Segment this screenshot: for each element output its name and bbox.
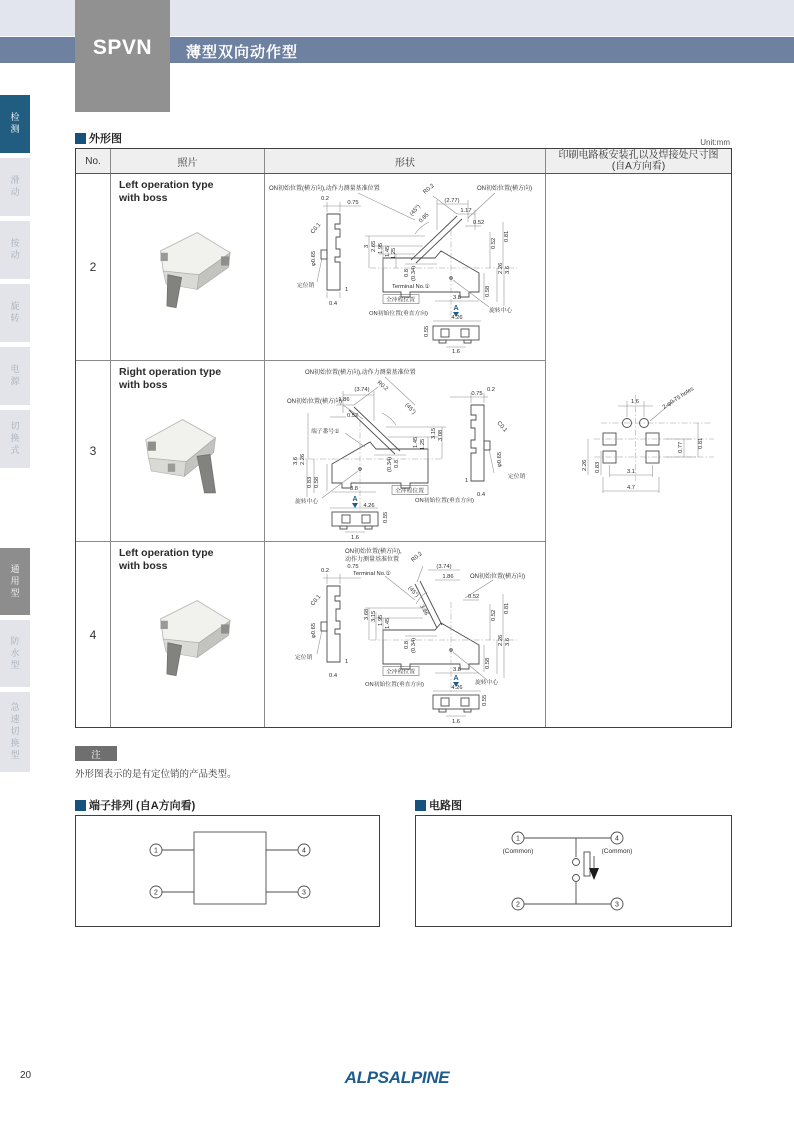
svg-text:1.6: 1.6 [630, 398, 640, 405]
svg-text:3.08: 3.08 [438, 429, 444, 441]
svg-text:Terminal No.①: Terminal No.① [353, 571, 391, 577]
svg-text:0.58: 0.58 [485, 285, 491, 297]
circuit-diagram-box [415, 815, 732, 927]
svg-text:3.68: 3.68 [364, 608, 370, 620]
svg-text:1.6: 1.6 [451, 719, 461, 725]
svg-text:2.26: 2.26 [582, 459, 588, 471]
svg-text:0.55: 0.55 [424, 325, 430, 337]
svg-text:0.4: 0.4 [329, 673, 338, 679]
svg-text:1.6: 1.6 [350, 535, 360, 541]
section-marker [75, 133, 86, 144]
svg-text:4.26: 4.26 [363, 503, 375, 509]
row-photo-cell [111, 542, 265, 727]
svg-text:1.25: 1.25 [420, 438, 426, 450]
svg-text:(Common): (Common) [601, 848, 633, 855]
svg-text:ON初始位置(横方向): ON初始位置(横方向) [287, 399, 342, 405]
svg-text:0.85: 0.85 [418, 212, 431, 225]
sidebar-tab-jisuqiehuanxing[interactable]: 急速切换型 [0, 692, 30, 772]
note-text: 外形图表示的是有定位销的产品类型。 [75, 769, 237, 780]
svg-text:A: A [453, 305, 459, 312]
svg-text:C0.1: C0.1 [495, 420, 508, 434]
alps-alpine-logo: ALPSALPINE [344, 1068, 450, 1087]
svg-text:0.55: 0.55 [482, 694, 488, 706]
svg-text:3.1: 3.1 [626, 468, 636, 475]
svg-text:1.86: 1.86 [338, 397, 350, 403]
sidebar-tab-dianyuan[interactable]: 电源 [0, 347, 30, 405]
row-shape-cell [265, 542, 546, 727]
svg-text:C0.1: C0.1 [309, 594, 323, 608]
svg-text:ON初始位置(横方向): ON初始位置(横方向) [470, 574, 525, 580]
svg-text:0.52: 0.52 [347, 413, 359, 419]
svg-text:(45°): (45°) [406, 585, 420, 599]
row-shape-cell [265, 174, 546, 360]
sidebar-tab-huadong[interactable]: 滑动 [0, 158, 30, 216]
svg-text:0.8: 0.8 [394, 459, 400, 468]
svg-text:3.8: 3.8 [452, 667, 462, 673]
svg-text:0.75: 0.75 [471, 391, 483, 397]
product-code: SPVN [92, 36, 153, 59]
svg-text:端子番号①: 端子番号① [311, 429, 340, 435]
svg-text:A: A [453, 675, 459, 682]
sidebar-tab-tongyongxing[interactable]: 通用型 [0, 548, 30, 615]
svg-text:3: 3 [364, 244, 370, 248]
svg-text:定位销: 定位销 [295, 655, 313, 661]
table-header-row [76, 149, 731, 174]
svg-text:4: 4 [302, 847, 306, 855]
note-badge: 注 [75, 746, 117, 761]
svg-text:2: 2 [516, 901, 520, 909]
svg-text:定位销: 定位销 [508, 474, 526, 480]
svg-text:1.17: 1.17 [460, 208, 472, 214]
svg-text:0.81: 0.81 [698, 437, 704, 449]
svg-text:3.8: 3.8 [452, 295, 462, 301]
svg-text:1.86: 1.86 [442, 574, 454, 580]
svg-text:ON初始位置(横方向),动作力测量基准位置: ON初始位置(横方向),动作力测量基准位置 [305, 370, 416, 376]
sidebar-category-tabs [0, 95, 30, 473]
switch-photo-right-boss [133, 401, 243, 506]
svg-text:3.8: 3.8 [349, 486, 359, 492]
svg-text:R0.2: R0.2 [422, 183, 436, 196]
svg-text:旋转中心: 旋转中心 [295, 499, 319, 505]
product-code-box [75, 0, 170, 112]
svg-text:2.26: 2.26 [498, 634, 504, 646]
svg-text:R0.2: R0.2 [375, 379, 389, 393]
svg-text:(0.34): (0.34) [411, 265, 417, 281]
svg-text:0.52: 0.52 [468, 594, 480, 600]
svg-text:3.6: 3.6 [505, 637, 511, 646]
outline-section-heading: 外形图 [75, 130, 122, 146]
svg-text:2: 2 [154, 889, 158, 897]
terminal-section-heading: 端子排列 (自A方向看) [75, 797, 195, 813]
header-shape: 形状 [265, 149, 546, 173]
svg-text:0.77: 0.77 [678, 441, 684, 453]
svg-text:3.15: 3.15 [371, 610, 377, 622]
svg-text:0.8: 0.8 [404, 268, 410, 277]
sidebar-type-tabs [0, 548, 30, 777]
terminal-arrangement-diagram [76, 816, 379, 926]
svg-text:A: A [352, 496, 358, 503]
svg-text:(Common): (Common) [502, 848, 534, 855]
svg-text:4: 4 [615, 835, 619, 843]
svg-text:旋转中心: 旋转中心 [475, 680, 499, 686]
svg-text:4.26: 4.26 [451, 685, 463, 691]
svg-text:1.25: 1.25 [391, 247, 397, 259]
unit-label: Unit:mm [700, 138, 730, 147]
circuit-diagram [416, 816, 731, 926]
svg-text:1.6: 1.6 [451, 349, 461, 355]
header-pcb: 印刷电路板安装孔以及焊接处尺寸图 (自A方向看) [558, 149, 719, 172]
svg-text:全冲程位置: 全冲程位置 [386, 669, 415, 676]
svg-text:ON初始位置(垂直方向): ON初始位置(垂直方向) [369, 311, 428, 317]
svg-text:0.58: 0.58 [485, 657, 491, 669]
table-row [76, 542, 546, 727]
svg-text:1: 1 [154, 847, 158, 855]
row-no: 2 [76, 174, 111, 360]
terminal-arrangement-box [75, 815, 380, 927]
svg-text:0.4: 0.4 [329, 301, 338, 307]
svg-text:φ0.65: φ0.65 [497, 451, 503, 467]
page-number: 20 [20, 1070, 32, 1081]
svg-text:(45°): (45°) [403, 402, 417, 416]
outline-table [75, 148, 732, 728]
svg-text:1.45: 1.45 [385, 245, 391, 257]
row-no: 3 [76, 361, 111, 541]
svg-text:0.2: 0.2 [486, 387, 496, 393]
svg-text:4.7: 4.7 [626, 484, 636, 491]
circuit-section-heading: 电路图 [415, 797, 462, 813]
svg-text:定位销: 定位销 [297, 283, 315, 289]
svg-text:R0.2: R0.2 [410, 551, 424, 564]
section-marker [75, 800, 86, 811]
svg-text:0.8: 0.8 [404, 640, 410, 649]
svg-text:0.52: 0.52 [491, 237, 497, 249]
operation-type-label: Right operation type with boss [119, 366, 222, 392]
svg-text:ON初始位置(横方向),: ON初始位置(横方向), [345, 549, 402, 555]
header-no: No. [76, 149, 111, 173]
svg-text:3.86: 3.86 [418, 604, 430, 617]
svg-text:(3.74): (3.74) [436, 564, 452, 570]
table-row [76, 174, 546, 361]
svg-text:ON初始位置(垂直方向): ON初始位置(垂直方向) [365, 682, 424, 688]
svg-text:1.45: 1.45 [413, 436, 419, 448]
svg-text:(45°): (45°) [409, 203, 422, 218]
svg-text:1: 1 [465, 478, 469, 484]
row-photo-cell [111, 361, 265, 541]
svg-text:(0.34): (0.34) [411, 637, 417, 653]
svg-text:φ0.65: φ0.65 [311, 622, 317, 638]
svg-text:1: 1 [516, 835, 520, 843]
svg-text:旋转中心: 旋转中心 [489, 308, 513, 314]
svg-text:0.2: 0.2 [320, 196, 330, 202]
switch-photo-left-boss [133, 582, 243, 687]
svg-text:ON初始位置(横方向),动作力测量基准位置: ON初始位置(横方向),动作力测量基准位置 [269, 186, 380, 192]
svg-text:1: 1 [345, 659, 349, 665]
svg-text:0.75: 0.75 [347, 200, 359, 206]
page-title: 薄型双向动作型 [186, 44, 299, 61]
svg-text:3.6: 3.6 [505, 265, 511, 274]
section-marker [415, 800, 426, 811]
svg-text:全冲程位置: 全冲程位置 [386, 297, 415, 304]
svg-text:2.26: 2.26 [300, 453, 306, 465]
svg-text:2.65: 2.65 [371, 240, 377, 252]
svg-text:ON初始位置(垂直方向): ON初始位置(垂直方向) [415, 498, 474, 504]
pcb-mounting-diagram [546, 351, 731, 551]
svg-text:0.83: 0.83 [595, 461, 601, 473]
dimension-drawing-row2 [265, 174, 546, 360]
svg-text:1.95: 1.95 [378, 242, 384, 254]
table-row [76, 361, 546, 542]
dimension-drawing-row4 [265, 542, 546, 727]
svg-text:ON初始位置(横方向): ON初始位置(横方向) [477, 186, 532, 192]
svg-text:(3.74): (3.74) [354, 387, 370, 393]
sidebar-tab-qiehuanshi[interactable]: 切换式 [0, 410, 30, 468]
svg-text:(2.77): (2.77) [444, 198, 460, 204]
svg-text:C0.1: C0.1 [309, 222, 323, 236]
dimension-drawing-row3 [265, 361, 546, 541]
pcb-mounting-cell [546, 174, 731, 727]
row-photo-cell [111, 174, 265, 360]
svg-text:0.4: 0.4 [477, 492, 486, 498]
svg-text:0.52: 0.52 [473, 220, 485, 226]
svg-text:0.52: 0.52 [491, 609, 497, 621]
sidebar-tab-andong[interactable]: 按动 [0, 221, 30, 279]
operation-type-label: Left operation type with boss [119, 179, 214, 205]
svg-text:2.26: 2.26 [498, 262, 504, 274]
svg-text:0.55: 0.55 [383, 511, 389, 523]
svg-text:0.83: 0.83 [307, 476, 313, 488]
operation-type-label: Left operation type with boss [119, 547, 214, 573]
svg-text:3: 3 [615, 901, 619, 909]
svg-text:2-φ0.75 holes: 2-φ0.75 holes [661, 385, 696, 411]
switch-photo-left-boss [133, 214, 243, 319]
sidebar-tab-jiance[interactable]: 检测 [0, 95, 30, 153]
svg-text:1.95: 1.95 [378, 614, 384, 626]
svg-text:φ0.65: φ0.65 [311, 250, 317, 266]
header-photo: 照片 [111, 149, 265, 173]
svg-text:0.2: 0.2 [320, 568, 330, 574]
svg-text:全冲程位置: 全冲程位置 [395, 488, 424, 495]
sidebar-tab-xuanzhuan[interactable]: 旋转 [0, 284, 30, 342]
svg-text:1.45: 1.45 [385, 617, 391, 629]
svg-text:3: 3 [302, 889, 306, 897]
svg-text:0.81: 0.81 [504, 602, 510, 614]
svg-text:动作力测量基准位置: 动作力测量基准位置 [345, 557, 400, 563]
svg-text:Terminal No.①: Terminal No.① [392, 284, 430, 290]
svg-text:4.26: 4.26 [451, 315, 463, 321]
svg-text:3.15: 3.15 [431, 427, 437, 439]
sidebar-tab-fangshuixing[interactable]: 防水型 [0, 620, 30, 687]
svg-text:(0.34): (0.34) [387, 456, 393, 472]
row-shape-cell [265, 361, 546, 541]
svg-text:0.58: 0.58 [314, 476, 320, 488]
row-no: 4 [76, 542, 111, 727]
svg-text:0.75: 0.75 [347, 564, 359, 570]
svg-text:0.81: 0.81 [504, 230, 510, 242]
svg-text:1: 1 [345, 287, 349, 293]
svg-text:3.6: 3.6 [293, 456, 299, 465]
